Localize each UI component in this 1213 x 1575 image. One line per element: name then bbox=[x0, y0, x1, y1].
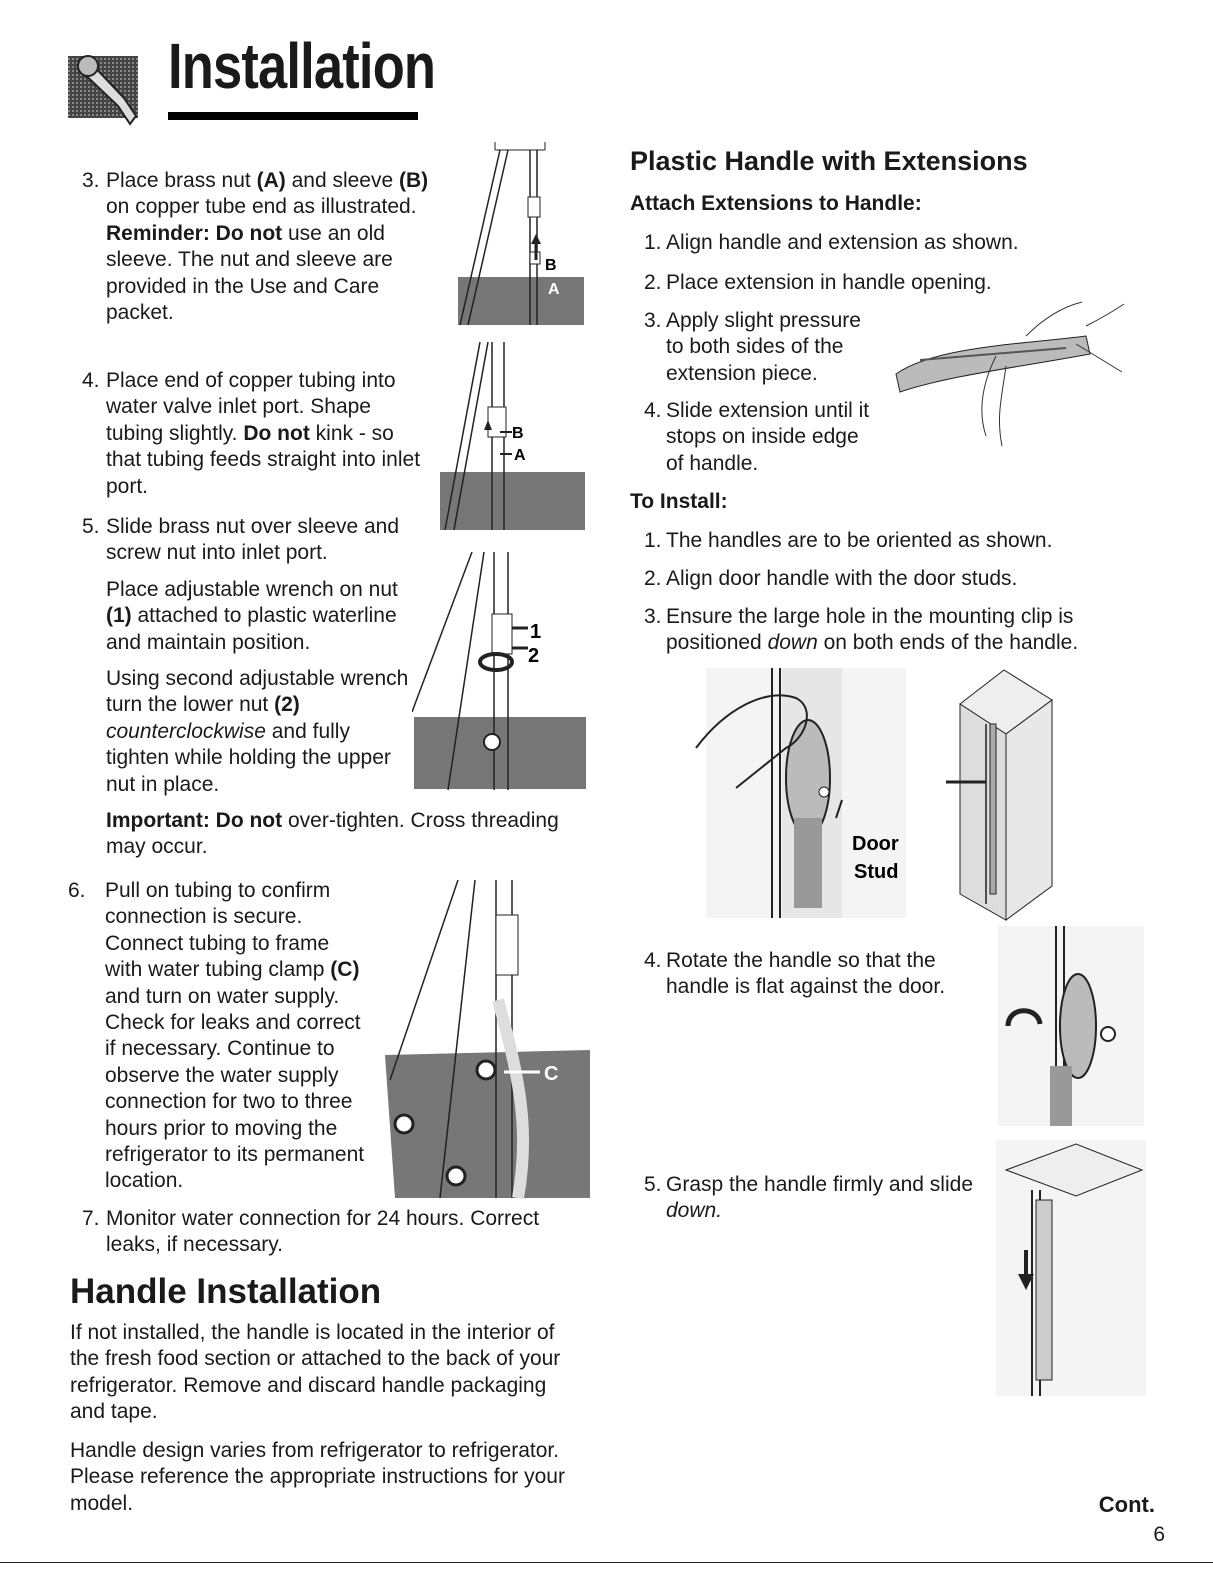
attach-step-2 bbox=[644, 270, 1024, 298]
text: provided in the Use and Care bbox=[106, 274, 380, 298]
text: on copper tube end as illustrated. bbox=[106, 195, 417, 219]
install-step-1 bbox=[644, 528, 1064, 556]
text: Place extension in handle opening. bbox=[666, 271, 992, 294]
step-number: 6. bbox=[68, 879, 86, 902]
text: location. bbox=[105, 1169, 184, 1193]
label-b: (B) bbox=[399, 169, 429, 192]
text: Check for leaks and correct bbox=[105, 1011, 361, 1035]
text: with water tubing clamp bbox=[105, 958, 331, 982]
step-number: 2. bbox=[644, 567, 662, 590]
text: Please reference the appropriate instructions for your bbox=[70, 1465, 565, 1489]
fig-label-a: A bbox=[514, 447, 526, 464]
text: Place end of copper tubing into bbox=[106, 369, 396, 392]
label-c: (C) bbox=[330, 958, 360, 982]
text: and maintain position. bbox=[106, 630, 311, 654]
text: Handle design varies from refrigerator to refrigerator. bbox=[70, 1439, 560, 1462]
step-number: 3. bbox=[644, 309, 662, 332]
text: Align handle and extension as shown. bbox=[666, 231, 1019, 254]
subtitle-attach-extensions: Attach Extensions to Handle: bbox=[630, 192, 922, 215]
text: extension piece. bbox=[666, 361, 818, 385]
text: Slide brass nut over sleeve and bbox=[106, 515, 400, 538]
text: model. bbox=[70, 1491, 134, 1515]
text: and tape. bbox=[70, 1400, 158, 1424]
text: observe the water supply bbox=[105, 1063, 339, 1087]
wrench-pipe-icon bbox=[68, 46, 150, 128]
text: Align door handle with the door studs. bbox=[666, 567, 1018, 590]
step-number: 4. bbox=[82, 369, 100, 392]
fig-label-c: C bbox=[544, 1063, 559, 1085]
attach-step-4 bbox=[644, 398, 884, 480]
fig-label-stud: Stud bbox=[854, 861, 899, 883]
text: attached to plastic waterline bbox=[131, 604, 397, 628]
fig-label-b: B bbox=[545, 257, 557, 274]
step-6 bbox=[68, 878, 398, 1198]
page-title: Installation bbox=[168, 30, 436, 102]
attach-step-3 bbox=[644, 308, 884, 390]
text: to both sides of the bbox=[666, 335, 844, 359]
text: and turn on water supply. bbox=[105, 984, 340, 1008]
step-number: 3. bbox=[82, 169, 100, 192]
text-italic: down. bbox=[666, 1199, 723, 1223]
step-7 bbox=[82, 1206, 562, 1262]
important-label: Important: Do not bbox=[106, 809, 283, 833]
text: stops on inside edge bbox=[666, 425, 859, 449]
fig-label-b: B bbox=[512, 425, 524, 442]
step-number: 5. bbox=[82, 515, 100, 538]
install-step-3 bbox=[644, 604, 1094, 660]
text: connection for two to three bbox=[105, 1090, 353, 1114]
continued-label: Cont. bbox=[1098, 1492, 1155, 1517]
label-a: (A) bbox=[256, 169, 286, 192]
label-1: (1) bbox=[106, 604, 132, 628]
text: and sleeve bbox=[285, 169, 399, 192]
step-number: 3. bbox=[644, 605, 662, 628]
text: nut in place. bbox=[106, 772, 220, 796]
fig-label-a: A bbox=[548, 281, 560, 298]
step-number: 1. bbox=[644, 231, 662, 254]
figure-handle-extension bbox=[876, 296, 1126, 456]
text: Apply slight pressure bbox=[666, 309, 861, 332]
text: Ensure the large hole in the mounting clip is bbox=[666, 605, 1074, 628]
text: refrigerator. Remove and discard handle packaging bbox=[70, 1373, 547, 1397]
text: kink - so bbox=[309, 421, 394, 445]
install-step-2 bbox=[644, 566, 1064, 594]
step-number: 5. bbox=[644, 1173, 662, 1196]
text: connection is secure. bbox=[105, 905, 303, 929]
text-italic: down bbox=[767, 631, 818, 655]
text: the fresh food section or attached to the back of your bbox=[70, 1347, 561, 1371]
figure-tubing-clamp bbox=[380, 880, 590, 1200]
handle-intro-paragraph bbox=[70, 1320, 580, 1426]
text: packet. bbox=[106, 301, 174, 325]
text: may occur. bbox=[106, 835, 208, 859]
text: leaks, if necessary. bbox=[106, 1233, 284, 1257]
step-number: 7. bbox=[82, 1207, 100, 1230]
attach-step-1 bbox=[644, 230, 1024, 258]
text: use an old bbox=[282, 221, 385, 245]
figure-door-stud bbox=[676, 668, 926, 918]
text: on both ends of the handle. bbox=[817, 631, 1079, 655]
figure-brass-nut-sleeve bbox=[440, 142, 590, 327]
text: Grasp the handle firmly and slide bbox=[666, 1173, 973, 1196]
label-2: (2) bbox=[274, 693, 300, 717]
text: If not installed, the handle is located in the interior of bbox=[70, 1321, 555, 1344]
text: turn the lower nut bbox=[106, 693, 275, 717]
figure-slide-handle-down bbox=[996, 1140, 1146, 1396]
text: port. bbox=[106, 474, 149, 498]
bottom-rule bbox=[0, 1562, 1213, 1563]
text: tighten while holding the upper bbox=[106, 746, 391, 770]
fig-label-2: 2 bbox=[528, 645, 540, 667]
subtitle-to-install: To Install: bbox=[630, 490, 728, 513]
section-title-plastic-handle: Plastic Handle with Extensions bbox=[630, 146, 1028, 176]
section-title-handle-installation: Handle Installation bbox=[70, 1272, 382, 1311]
step-number: 2. bbox=[644, 271, 662, 294]
text: Pull on tubing to confirm bbox=[105, 879, 331, 902]
text: screw nut into inlet port. bbox=[106, 541, 328, 565]
text: over-tighten. Cross threading bbox=[282, 809, 559, 833]
figure-refrigerator-handles bbox=[946, 664, 1062, 922]
text: Connect tubing to frame bbox=[105, 931, 330, 955]
text: water valve inlet port. Shape bbox=[106, 395, 371, 419]
step-number: 1. bbox=[644, 529, 662, 552]
text: tubing slightly. bbox=[106, 421, 244, 445]
install-step-4 bbox=[644, 948, 984, 1004]
text: positioned bbox=[666, 631, 768, 655]
text: and fully bbox=[265, 719, 350, 743]
step-number: 4. bbox=[644, 399, 662, 422]
step-3 bbox=[82, 168, 462, 328]
step-number: 4. bbox=[644, 949, 662, 972]
figure-wrench-nuts bbox=[412, 552, 590, 792]
text: handle is flat against the door. bbox=[666, 975, 946, 999]
fig-label-1: 1 bbox=[530, 621, 542, 643]
do-not: Do not bbox=[243, 421, 310, 445]
fig-label-door: Door bbox=[852, 833, 899, 855]
step-4 bbox=[82, 368, 442, 503]
text: Place brass nut bbox=[106, 169, 257, 192]
text: hours prior to moving the bbox=[105, 1116, 338, 1140]
text: Place adjustable wrench on nut bbox=[106, 577, 398, 601]
handle-design-paragraph bbox=[70, 1438, 580, 1517]
text: Monitor water connection for 24 hours. Correct bbox=[106, 1207, 540, 1230]
install-step-5 bbox=[644, 1172, 984, 1228]
title-underline bbox=[168, 112, 418, 120]
text: sleeve. The nut and sleeve are bbox=[106, 248, 393, 272]
text-italic: counterclockwise bbox=[106, 719, 266, 743]
page-number: 6 bbox=[1153, 1523, 1165, 1546]
text: that tubing feeds straight into inlet bbox=[106, 448, 421, 472]
figure-rotate-handle bbox=[998, 926, 1144, 1126]
text: refrigerator to its permanent bbox=[105, 1143, 365, 1167]
text: of handle. bbox=[666, 451, 759, 475]
figure-inlet-port bbox=[440, 342, 590, 532]
reminder-label: Reminder: Do not bbox=[106, 221, 283, 245]
text: Using second adjustable wrench bbox=[106, 667, 409, 691]
text: Slide extension until it bbox=[666, 399, 870, 422]
text: The handles are to be oriented as shown. bbox=[666, 529, 1053, 552]
text: if necessary. Continue to bbox=[105, 1037, 335, 1061]
text: Rotate the handle so that the bbox=[666, 949, 936, 972]
